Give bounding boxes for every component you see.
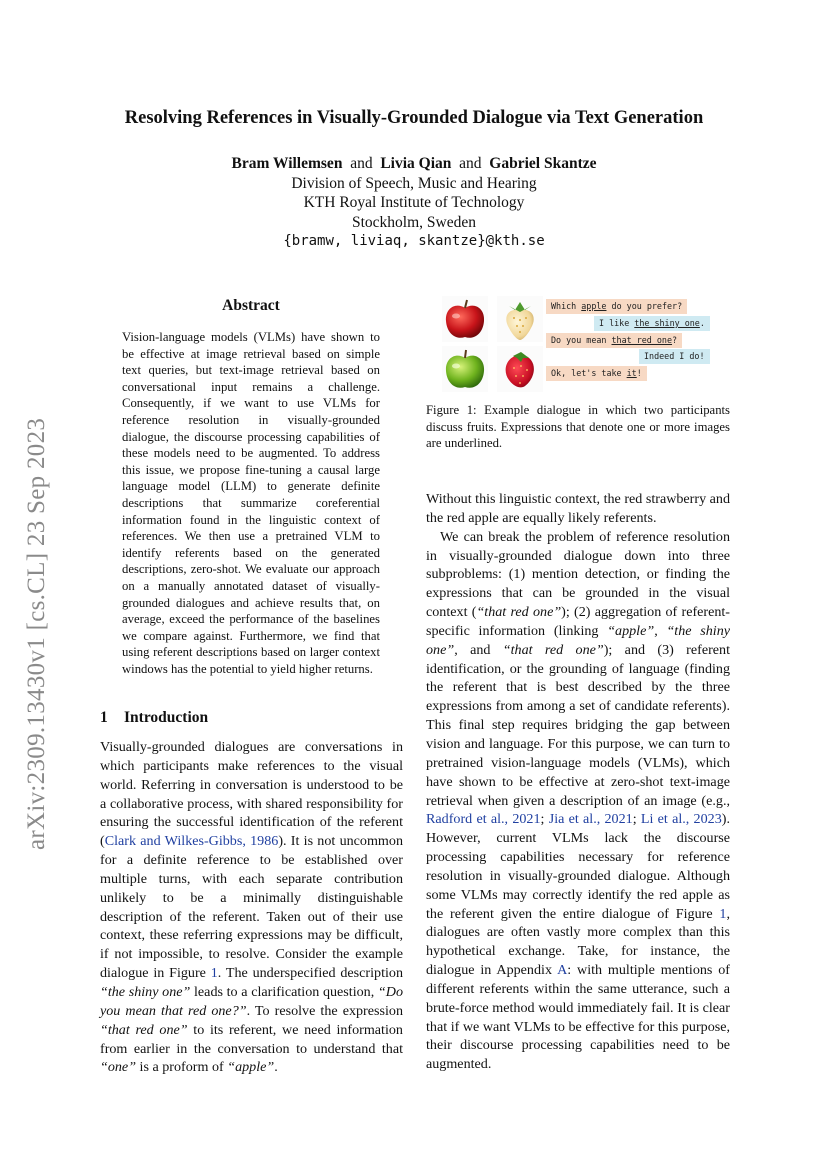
turn-text: Indeed I do! [644,351,705,361]
quoted-expression: “that red one” [476,604,562,621]
paragraph [100,738,403,1077]
dialogue-turn-3 [546,333,682,348]
text-run: ; [540,811,549,828]
turn-text: Ok, let's take [551,368,627,378]
referring-expression: apple [581,301,607,311]
text-run: Visually-grounded dialogues are conversations in which participants make references to the visual world. Referring in conversation is understood to be a collaborative process, with shared responsibility for ensuring the successful identification of the referent ( [100,739,403,850]
author-block [150,154,678,252]
appendix-ref-link[interactable]: A [557,962,568,979]
turn-text: I like [599,318,635,328]
text-run: leads to a clarification question, [190,983,378,1000]
text-run: ). However, current VLMs lack the discourse processing capabilities necessary for reference resolution in visually-grounded dialogue. Although some VLMs may correctly identify the red apple as the referent given the entire dialogue of Figure [426,811,730,922]
citation-link[interactable]: Li et al., 2023 [640,811,722,828]
citation-link[interactable]: Jia et al., 2021 [548,811,633,828]
text-run: , and [454,641,503,658]
dialogue-turn-1 [546,299,687,314]
text-run: ); and (3) referent identification, or the grounding of language (finding the referent that is best described by the three expressions from among a set of candidate referents). This final step requires bridging the gap between vision and language. For this purpose, we can turn to pretrained vision-language models (VLMs), which have shown to be effective at zero-shot text-image retrieval when given a description of an image (e.g., [426,641,730,809]
text-run: ; [632,811,641,828]
section-number: 1 [100,709,108,726]
author-email: {bramw, liviaq, skantze}@kth.se [283,233,545,249]
abstract-heading: Abstract [222,297,280,314]
turn-text: do you prefer? [606,301,683,311]
dialogue-turn-4 [639,349,710,364]
text-run: : with multiple mentions of different referents within the same utterance, such a brute-force method would immediately fail. It is clear that if we want VLMs to be effective for this purpose, their discourse processing capabilities need to be augmented. [426,962,730,1073]
quoted-expression: “apple” [607,622,655,639]
author-separator: and [459,155,482,172]
dialogue-turn-2 [594,316,710,331]
white-strawberry-image [497,296,543,342]
author-separator: and [350,155,373,172]
body-column-right [426,490,730,1074]
paragraph: Without this linguistic context, the red strawberry and the red apple are equally likely referents. [426,491,730,526]
text-run: . [274,1059,278,1076]
text-run: to its referent, we need information from earlier in the conversation to understand that [100,1021,403,1057]
turn-text: Do you mean [551,335,612,345]
dialogue-turn-5 [546,366,647,381]
quoted-expression: “that red one” [100,1021,188,1038]
affiliation-line: Stockholm, Sweden [352,213,476,231]
quoted-expression: “the shiny one” [426,622,731,658]
text-run: ); (2) aggregation of referent-specific information (linking [426,604,731,639]
referring-expression: that red one [611,335,673,345]
author-name: Livia Qian [380,155,452,172]
author-name: Gabriel Skantze [489,155,597,172]
text-run: , dialogues are often vastly more complex than this hypothetical exchange. Take, for instance, the dialogue in Appendix [426,905,730,979]
quoted-expression: “apple” [227,1059,275,1076]
quoted-expression: “the shiny one” [100,983,191,1000]
body-column-left [100,738,403,1077]
abstract-text: Vision-language models (VLMs) have shown to be effective at image retrieval based on simple text queries, but text-image retrieval based on conversational input remains a challenge. Consequently, if we want to use VLMs for reference resolution in visually-grounded dialogue, the discourse processing capabilities of these models need to be augmented. To address this issue, we propose fine-tuning a causal large language model (LLM) to generate definite descriptions that summarize coreferential information found in the linguistic context of references. We then use a pretrained VLM to identify referents based on the generated descriptions, zero-shot. We evaluate our approach on a manually annotated dataset of visually-grounded dialogues and achieve results that, on average, exceed the performance of the baselines we compare against. Furthermore, we find that using referent descriptions based on larger context windows has the potential to yield higher returns. [122,330,380,676]
quoted-expression: “that red one” [502,641,604,658]
red-apple-image [442,296,488,342]
text-run: ). It is not uncommon for a definite reference to be established over multiple turns, with each separate contribution unlikely to be a minimally distinguishable description of the referent. Taken out of their use context, these referring expressions may be difficult, if not impossible, to resolve. Consider the example dialogue in Figure [100,833,403,982]
text-run: . The underspecified description [217,965,403,982]
figure-caption: Figure 1: Example dialogue in which two participants discuss fruits. Expressions that denote one or more images are underlined. [426,403,730,451]
arxiv-identifier: arXiv:2309.13430v1 [cs.CL] 23 Sep 2023 [23,417,50,850]
author-name: Bram Willemsen [231,155,343,172]
quoted-expression: “Do you mean that red one?” [100,983,403,1019]
turn-text: ! [636,368,642,378]
quoted-expression: “one” [100,1059,137,1076]
citation-link[interactable]: Clark and Wilkes-Gibbs, 1986 [104,833,279,850]
red-strawberry-image [497,346,543,392]
referring-expression: it [626,368,637,378]
text-run: , [654,622,667,639]
turn-text: Which [551,301,582,311]
figure-ref-link[interactable]: 1 [719,905,727,922]
turn-text: . [699,318,705,328]
figure-1 [440,294,730,394]
figure-ref-link[interactable]: 1 [210,965,218,982]
section-title: Introduction [124,709,209,726]
text-run: . To resolve the expression [246,1002,403,1019]
section-heading [100,708,402,728]
green-apple-image [442,346,488,392]
text-run: is a proform of [136,1059,228,1076]
paragraph [426,528,730,1074]
paper-title: Resolving References in Visually-Grounded Dialogue via Text Generation [124,108,704,128]
affiliation-line: Division of Speech, Music and Hearing [291,174,537,192]
turn-text: ? [672,335,678,345]
author-names [150,154,678,174]
citation-link[interactable]: Radford et al., 2021 [426,811,541,828]
text-run: We can break the problem of reference resolution in visually-grounded dialogue down into three subproblems: (1) mention detection, or finding the expressions that can be grounded in the visual context ( [426,528,730,621]
referring-expression: the shiny one [634,318,700,328]
affiliation-line: KTH Royal Institute of Technology [303,194,525,211]
